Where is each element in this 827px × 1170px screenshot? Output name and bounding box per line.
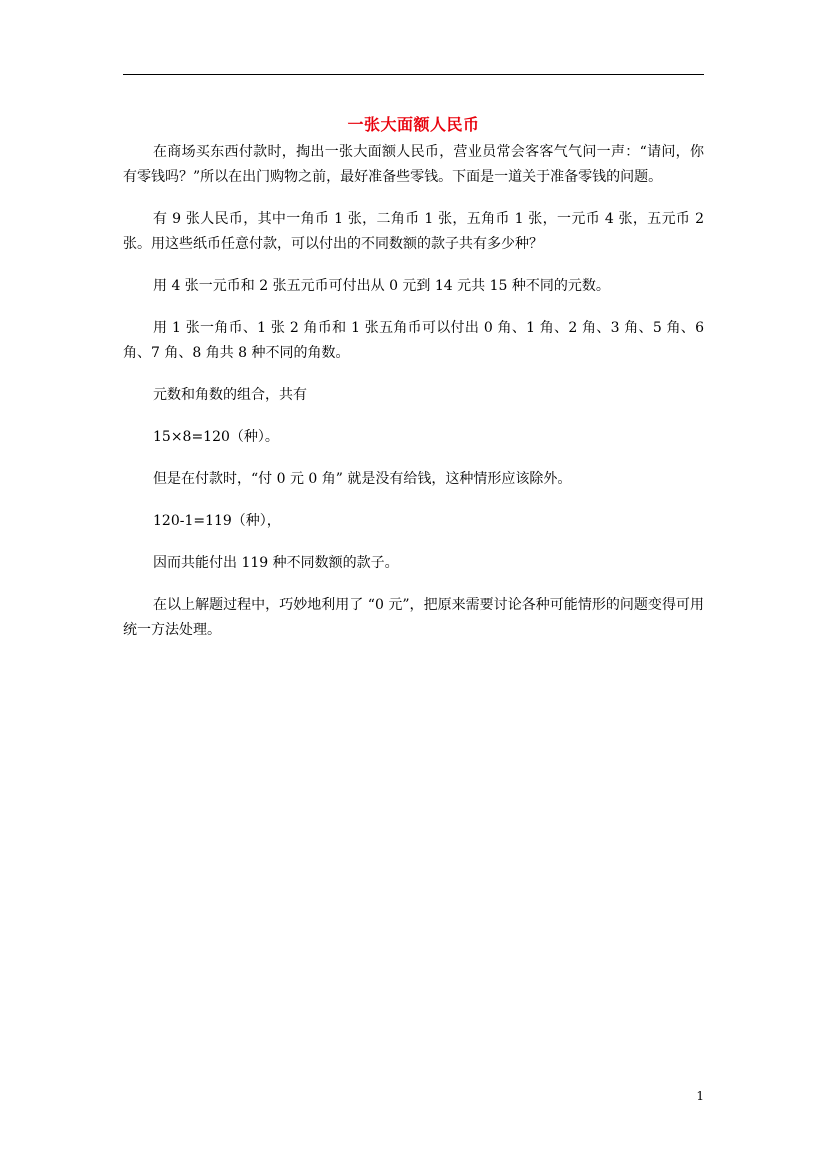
paragraph-combination: 元数和角数的组合，共有 [153, 387, 307, 403]
paragraph-jiao-count: 用 1 张一角币、1 张 2 角币和 1 张五角币可以付出 0 角、1 角、2 角、3 角、5 角、6 角、7 角、8 角共 8 种不同的角数。 [123, 320, 704, 361]
paragraph-conclusion: 在以上解题过程中，巧妙地利用了 “0 元”，把原来需要讨论各种可能情形的问题变得可用统一方法处理。 [123, 597, 704, 638]
paragraph-exclusion: 但是在付款时，“付 0 元 0 角” 就是没有给钱，这种情形应该除外。 [153, 471, 572, 487]
document-body [123, 140, 704, 643]
paragraph-yuan-count: 用 4 张一元币和 2 张五元币可付出从 0 元到 14 元共 15 种不同的元数。 [153, 278, 610, 294]
equation-result: 120-1=119（种）， [153, 513, 281, 529]
header-rule [123, 74, 704, 75]
page-number: 1 [696, 1089, 704, 1103]
paragraph-question: 有 9 张人民币，其中一角币 1 张，二角币 1 张，五角币 1 张，一元币 4 张，五元币 2 张。用这些纸币任意付款，可以付出的不同数额的款子共有多少种？ [123, 211, 704, 252]
paragraph-answer: 因而共能付出 119 种不同数额的款子。 [153, 555, 399, 571]
paragraph-intro: 在商场买东西付款时，掏出一张大面额人民币，营业员常会客客气气问一声：“请问，你有零钱吗？”所以在出门购物之前，最好准备些零钱。下面是一道关于准备零钱的问题。 [123, 144, 704, 185]
equation-total: 15×8=120（种）。 [153, 429, 279, 445]
page-title: 一张大面额人民币 [347, 115, 480, 134]
